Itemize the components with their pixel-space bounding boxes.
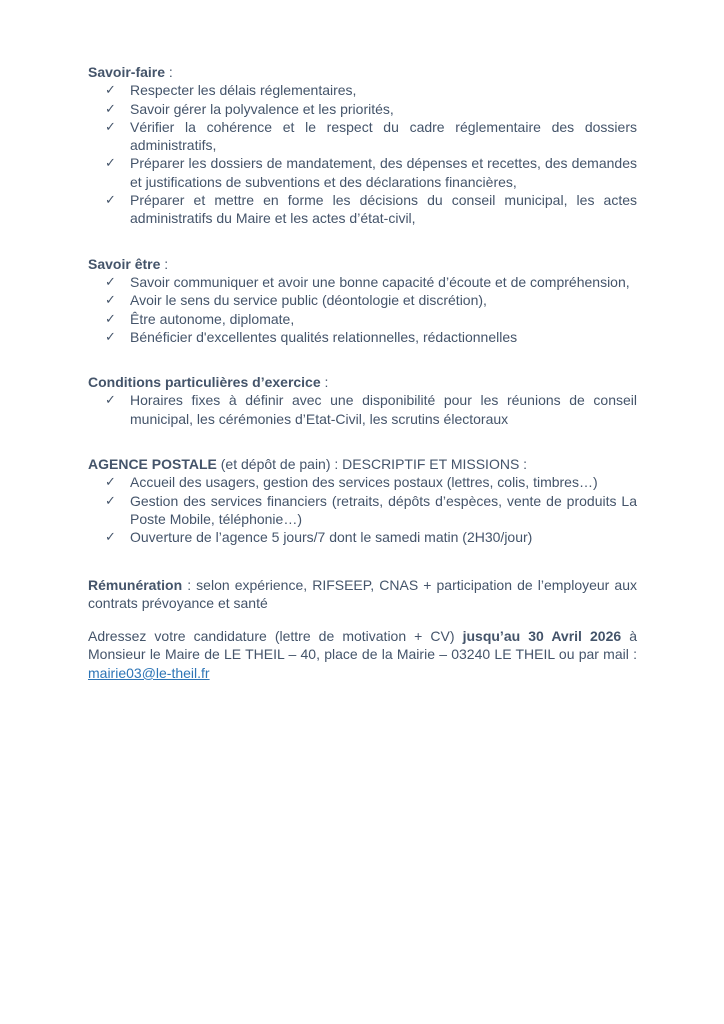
list-item-text: Accueil des usagers, gestion des services postaux (lettres, colis, timbres…) (130, 474, 598, 491)
checklist (88, 273, 637, 346)
section-agence-postale (88, 455, 637, 546)
section-heading (88, 373, 637, 391)
checkmark-icon: ✓ (105, 100, 116, 116)
remuneration-paragraph (88, 576, 641, 613)
list-item (88, 100, 637, 118)
email-link[interactable]: mairie03@le-theil.fr (88, 664, 210, 681)
section-conditions-exercice (88, 373, 637, 428)
list-item (88, 473, 637, 491)
list-item (88, 273, 637, 291)
checklist (88, 391, 637, 428)
application-paragraph (88, 627, 641, 682)
checkmark-icon: ✓ (105, 529, 116, 545)
list-item (88, 391, 637, 428)
list-item-text: Ouverture de l’agence 5 jours/7 dont le samedi matin (2H30/jour) (130, 529, 533, 546)
application-text-part1: Adressez votre candidature (lettre de motivation + CV) (88, 628, 463, 645)
heading-bold-text: Savoir être (88, 255, 161, 272)
heading-rest-text: (et dépôt de pain) : DESCRIPTIF ET MISSIONS : (216, 456, 528, 473)
list-item (88, 191, 637, 228)
list-item-text: Respecter les délais réglementaires, (130, 82, 357, 99)
checklist (88, 81, 637, 227)
section-savoir-etre (88, 255, 637, 346)
list-item (88, 118, 637, 155)
list-item (88, 310, 637, 328)
checkmark-icon: ✓ (105, 392, 116, 408)
section-heading (88, 255, 637, 273)
checkmark-icon: ✓ (105, 118, 116, 134)
checkmark-icon: ✓ (105, 328, 116, 344)
checkmark-icon: ✓ (105, 273, 116, 289)
heading-rest-text: : (165, 64, 173, 80)
list-item-text: Préparer et mettre en forme les décisions du conseil municipal, les actes administratifs du Maire et les actes d’état-civil, (130, 192, 637, 227)
list-item (88, 492, 637, 529)
list-item-text: Vérifier la cohérence et le respect du cadre réglementaire des dossiers administratifs, (130, 118, 637, 154)
section-heading (88, 63, 637, 81)
heading-bold-text: Savoir-faire (88, 64, 166, 80)
list-item-text: Horaires fixes à définir avec une disponibilité pour les réunions de conseil municipal, les cérémonies d’Etat-Civil, les scrutins électoraux (130, 392, 637, 427)
remuneration-label: Rémunération (88, 576, 183, 593)
list-item-text: Préparer les dossiers de mandatement, des dépenses et recettes, des demandes et justifications de subventions et des déclarations financières, (130, 155, 637, 190)
list-item (88, 328, 637, 346)
checkmark-icon: ✓ (105, 292, 116, 308)
list-item-text: Savoir gérer la polyvalence et les priorités, (130, 100, 394, 117)
list-item (88, 291, 637, 309)
heading-bold-text: AGENCE POSTALE (88, 456, 217, 473)
list-item-text: Savoir communiquer et avoir une bonne capacité d’écoute et de compréhension, (130, 273, 630, 290)
checkmark-icon: ✓ (105, 192, 116, 208)
heading-rest-text: : (320, 374, 329, 391)
checkmark-icon: ✓ (105, 155, 116, 171)
heading-rest-text: : (160, 255, 169, 272)
checkmark-icon: ✓ (105, 310, 116, 326)
section-heading (88, 455, 637, 473)
remuneration-text: : selon expérience, RIFSEEP, CNAS + participation de l’employeur aux contrats prévoyance et santé (88, 576, 641, 611)
checkmark-icon: ✓ (105, 82, 116, 98)
list-item (88, 81, 637, 99)
section-savoir-faire (88, 63, 637, 228)
application-deadline: jusqu’au 30 Avril 2026 (462, 628, 622, 645)
list-item-text: Gestion des services financiers (retraits, dépôts d’espèces, vente de produits La Poste Mobile, téléphonie…) (130, 492, 637, 527)
list-item (88, 154, 637, 191)
checkmark-icon: ✓ (105, 492, 116, 508)
list-item (88, 528, 637, 546)
list-item-text: Avoir le sens du service public (déontologie et discrétion), (130, 292, 487, 309)
list-item-text: Bénéficier d'excellentes qualités relationnelles, rédactionnelles (130, 328, 518, 345)
checkmark-icon: ✓ (105, 474, 116, 490)
application-text-part2: à Monsieur le Maire de LE THEIL – 40, place de la Mairie – 03240 LE THEIL ou par mail : (88, 628, 641, 663)
list-item-text: Être autonome, diplomate, (130, 310, 295, 327)
checklist (88, 473, 637, 546)
heading-bold-text: Conditions particulières d’exercice (88, 374, 321, 391)
